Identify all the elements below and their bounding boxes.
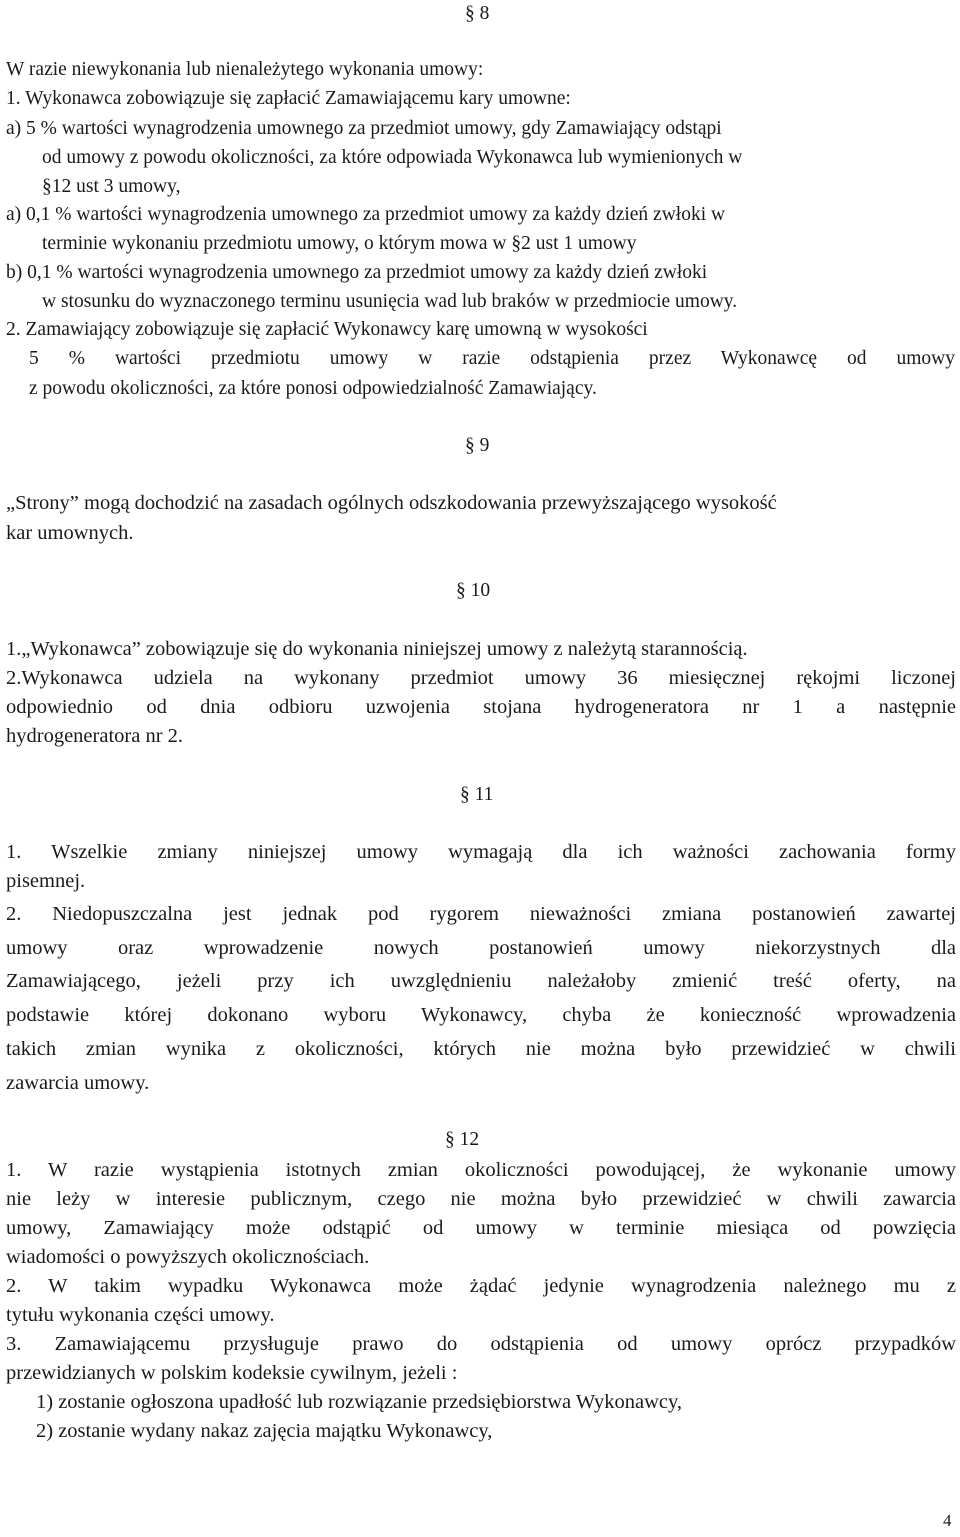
s8-line-4: od umowy z powodu okoliczności, za które odpowiada Wykonawca lub wymienionych w — [42, 147, 743, 168]
s12-line-6: tytułu wykonania części umowy. — [6, 1304, 275, 1326]
s12-line-8: przewidzianych w polskim kodeksie cywilnym, jeżeli : — [6, 1362, 458, 1384]
s9-line-1: „Strony” mogą dochodzić na zasadach ogólnych odszkodowania przewyższającego wysokość — [6, 492, 777, 514]
s8-line-9: w stosunku do wyznaczonego terminu usunięcia wad lub braków w przedmiocie umowy. — [42, 291, 738, 312]
s10-line-3: odpowiednio od dnia odbioru uzwojenia stojana hydrogeneratora nr 1 a następnie — [6, 696, 956, 718]
s12-line-9: 1) zostanie ogłoszona upadłość lub rozwiązanie przedsiębiorstwa Wykonawcy, — [36, 1391, 683, 1413]
s8-line-8: b) 0,1 % wartości wynagrodzenia umownego za przedmiot umowy za każdy dzień zwłoki — [6, 262, 708, 283]
s8-line-1: W razie niewykonania lub nienależytego wykonania umowy: — [6, 59, 484, 80]
s11-line-8: zawarcia umowy. — [6, 1072, 150, 1094]
s8-line-10: 2. Zamawiający zobowiązuje się zapłacić Wykonawcy karę umowną w wysokości — [6, 319, 648, 340]
s8-line-5: §12 ust 3 umowy, — [42, 176, 181, 197]
s8-line-11: 5 % wartości przedmiotu umowy w razie odstąpienia przez Wykonawcę od umowy — [29, 348, 955, 369]
section-11-heading: § 11 — [460, 784, 494, 805]
s8-line-2: 1. Wykonawca zobowiązuje się zapłacić Zamawiającemu kary umowne: — [6, 88, 571, 109]
s8-line-6: a) 0,1 % wartości wynagrodzenia umownego za przedmiot umowy za każdy dzień zwłoki w — [6, 204, 726, 225]
s10-line-4: hydrogeneratora nr 2. — [6, 725, 184, 747]
page-number: 4 — [943, 1511, 952, 1530]
s8-line-12: z powodu okoliczności, za które ponosi odpowiedzialność Zamawiający. — [29, 378, 597, 399]
s12-line-10: 2) zostanie wydany nakaz zajęcia majątku Wykonawcy, — [36, 1420, 493, 1442]
s10-line-1: 1.„Wykonawca” zobowiązuje się do wykonania niniejszej umowy z należytą starannością. — [6, 638, 748, 660]
s12-line-5: 2. W takim wypadku Wykonawca może żądać jedynie wynagrodzenia należnego mu z — [6, 1275, 956, 1297]
s8-line-3: a) 5 % wartości wynagrodzenia umownego za przedmiot umowy, gdy Zamawiający odstąpi — [6, 118, 722, 139]
s11-line-6: podstawie której dokonano wyboru Wykonawcy, chyba że konieczność wprowadzenia — [6, 1004, 956, 1026]
s10-line-2: 2.Wykonawca udziela na wykonany przedmiot umowy 36 miesięcznej rękojmi liczonej — [6, 667, 956, 689]
s11-line-4: umowy oraz wprowadzenie nowych postanowień umowy niekorzystnych dla — [6, 937, 956, 959]
section-12-heading: § 12 — [445, 1129, 480, 1150]
s12-line-1: 1. W razie wystąpienia istotnych zmian okoliczności powodującej, że wykonanie umowy — [6, 1159, 956, 1181]
s11-line-1: 1. Wszelkie zmiany niniejszej umowy wymagają dla ich ważności zachowania formy — [6, 841, 956, 863]
s11-line-5: Zamawiającego, jeżeli przy ich uwzględnieniu należałoby zmienić treść oferty, na — [6, 970, 956, 992]
s11-line-7: takich zmian wynika z okoliczności, których nie można było przewidzieć w chwili — [6, 1038, 956, 1060]
s11-line-2: pisemnej. — [6, 870, 86, 892]
s12-line-3: umowy, Zamawiający może odstąpić od umowy w terminie miesiąca od powzięcia — [6, 1217, 956, 1239]
s12-line-2: nie leży w interesie publicznym, czego nie można było przewidzieć w chwili zawarcia — [6, 1188, 956, 1210]
s12-line-4: wiadomości o powyższych okolicznościach. — [6, 1246, 370, 1268]
section-8-heading: § 8 — [465, 3, 490, 24]
s8-line-7: terminie wykonaniu przedmiotu umowy, o którym mowa w §2 ust 1 umowy — [42, 233, 637, 254]
s9-line-2: kar umownych. — [6, 522, 134, 544]
section-9-heading: § 9 — [465, 435, 490, 456]
section-10-heading: § 10 — [456, 580, 491, 601]
s12-line-7: 3. Zamawiającemu przysługuje prawo do odstąpienia od umowy oprócz przypadków — [6, 1333, 956, 1355]
s11-line-3: 2. Niedopuszczalna jest jednak pod rygorem nieważności zmiana postanowień zawartej — [6, 903, 956, 925]
